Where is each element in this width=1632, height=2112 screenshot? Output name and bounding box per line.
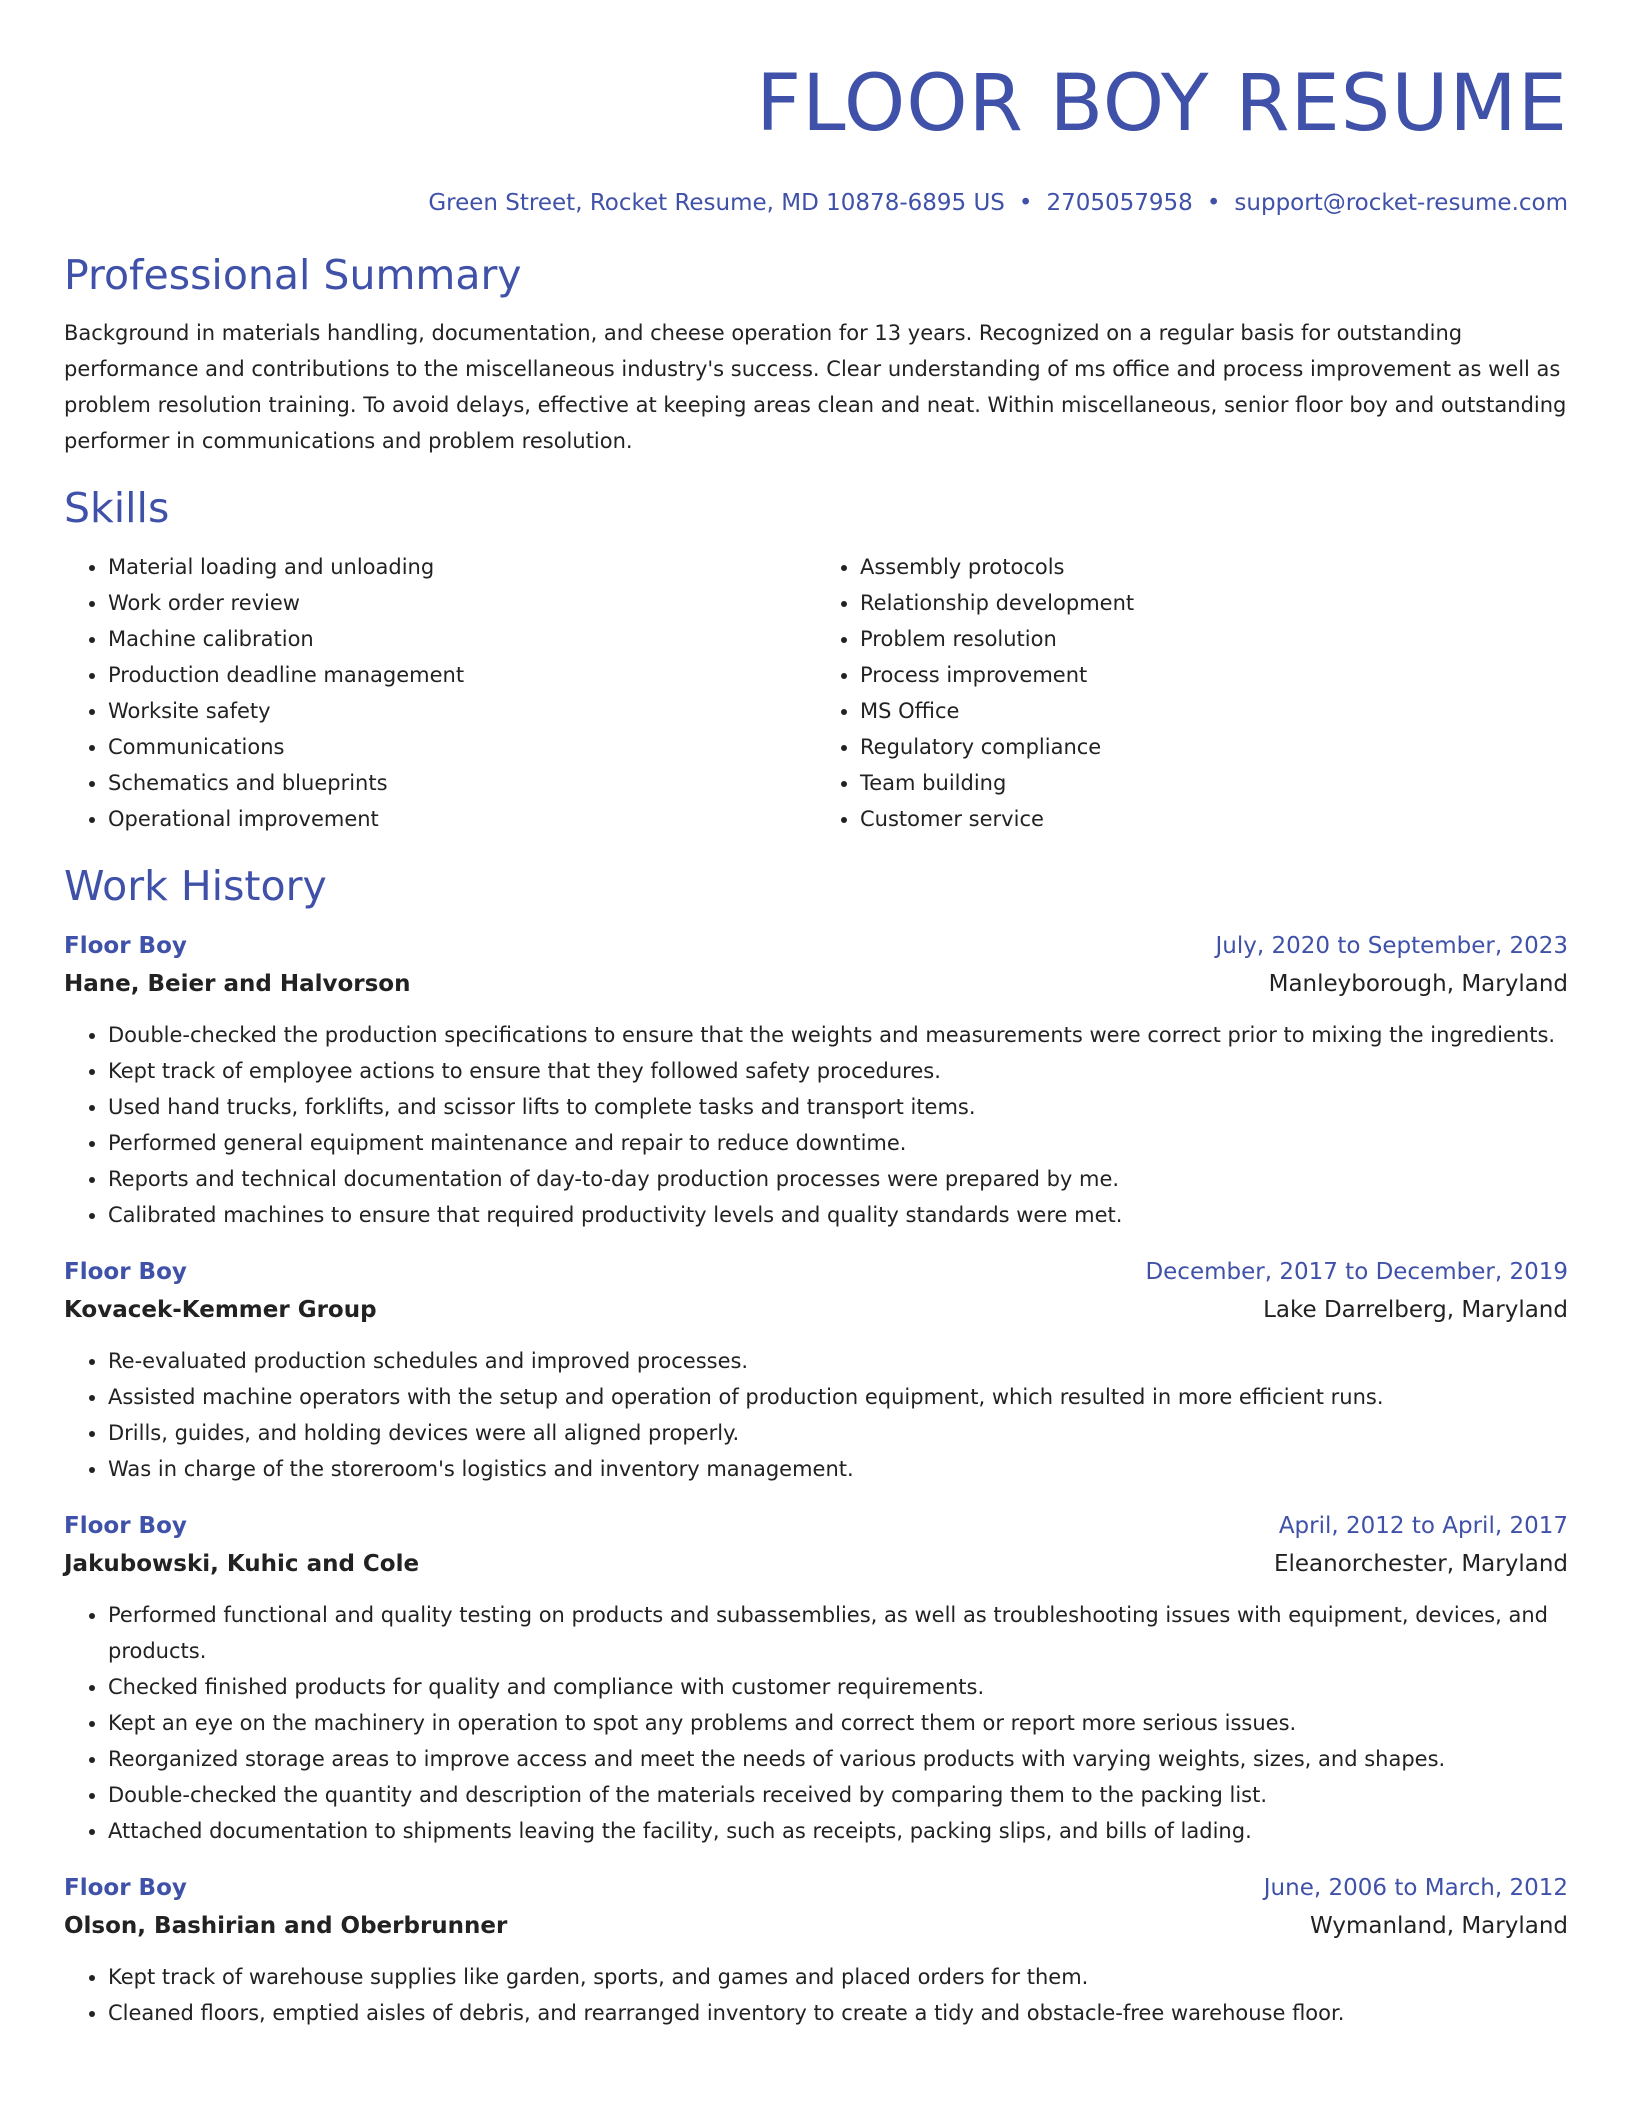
job-header-row	[64, 1507, 1568, 1545]
job-bullet: • Kept an eye on the machinery in operation to spot any problems and correct them or report more serious issues.	[108, 1705, 1568, 1741]
contact-separator: •	[1206, 190, 1221, 216]
job-company: Kovacek-Kemmer Group	[64, 1297, 377, 1323]
job-entry	[64, 1507, 1568, 1849]
job-bullet: • Double-checked the quantity and description of the materials received by comparing them to the packing list.	[108, 1777, 1568, 1813]
skill-item: • Schematics and blueprints	[108, 765, 816, 801]
job-bullet: • Calibrated machines to ensure that required productivity levels and quality standards were met.	[108, 1197, 1568, 1233]
job-header-row	[64, 927, 1568, 965]
job-company: Hane, Beier and Halvorson	[64, 971, 411, 997]
skill-item: • Relationship development	[860, 585, 1568, 621]
skill-item: • Machine calibration	[108, 621, 816, 657]
job-company: Olson, Bashirian and Oberbrunner	[64, 1913, 508, 1939]
skill-item: • Work order review	[108, 585, 816, 621]
job-bullet: • Kept track of employee actions to ensure that they followed safety procedures.	[108, 1053, 1568, 1089]
job-location: Wymanland, Maryland	[1310, 1913, 1568, 1939]
contact-email: support@rocket-resume.com	[1234, 190, 1568, 216]
skills-list-left	[64, 549, 816, 837]
job-dates: July, 2020 to September, 2023	[1215, 933, 1568, 959]
job-entry	[64, 1253, 1568, 1487]
job-company-row	[64, 1907, 1568, 1945]
skill-item: • Worksite safety	[108, 693, 816, 729]
summary-heading: Professional Summary	[64, 251, 522, 299]
job-dates: June, 2006 to March, 2012	[1263, 1875, 1568, 1901]
job-location: Eleanorchester, Maryland	[1273, 1551, 1568, 1577]
job-bullet: • Checked finished products for quality and compliance with customer requirements.	[108, 1669, 1568, 1705]
job-bullet: • Performed general equipment maintenance and repair to reduce downtime.	[108, 1125, 1568, 1161]
job-dates: April, 2012 to April, 2017	[1278, 1513, 1568, 1539]
job-bullet: • Was in charge of the storeroom's logistics and inventory management.	[108, 1451, 1568, 1487]
job-bullets	[64, 1017, 1568, 1233]
job-bullet: • Assisted machine operators with the setup and operation of production equipment, which resulted in more efficient runs.	[108, 1379, 1568, 1415]
skill-item: • Process improvement	[860, 657, 1568, 693]
job-title: Floor Boy	[64, 1875, 187, 1901]
summary-text: Background in materials handling, documentation, and cheese operation for 13 years. Recognized on a regular basis for outstanding performance and contributions to the miscellaneous industry's success. Clear understanding of ms office and process improvement as well as problem resolution training. To avoid delays, effective at keeping areas clean and neat. Within miscellaneous, senior floor boy and outstanding performer in communications and problem resolution.	[64, 321, 1567, 453]
skill-item: • Production deadline management	[108, 657, 816, 693]
job-bullet: • Used hand trucks, forklifts, and scissor lifts to complete tasks and transport items.	[108, 1089, 1568, 1125]
job-entry	[64, 1869, 1568, 2031]
skill-item: • Assembly protocols	[860, 549, 1568, 585]
job-bullets	[64, 1343, 1568, 1487]
job-bullet: • Reorganized storage areas to improve access and meet the needs of various products with varying weights, sizes, and shapes.	[108, 1741, 1568, 1777]
skill-item: • MS Office	[860, 693, 1568, 729]
job-header-row	[64, 1869, 1568, 1907]
job-title: Floor Boy	[64, 1513, 187, 1539]
skill-item: • Material loading and unloading	[108, 549, 816, 585]
job-location: Lake Darrelberg, Maryland	[1263, 1297, 1568, 1323]
resume-name: FLOOR BOY RESUME	[756, 59, 1568, 149]
job-title: Floor Boy	[64, 933, 187, 959]
contact-line	[64, 188, 1568, 218]
job-entry	[64, 927, 1568, 1233]
work-history-heading: Work History	[64, 862, 327, 910]
job-bullet: • Kept track of warehouse supplies like garden, sports, and games and placed orders for them.	[108, 1959, 1568, 1995]
skills-columns	[64, 549, 1568, 837]
skill-item: • Customer service	[860, 801, 1568, 837]
job-bullet: • Performed functional and quality testing on products and subassemblies, as well as troubleshooting issues with equipment, devices, and products.	[108, 1597, 1568, 1669]
job-company-row	[64, 965, 1568, 1003]
job-dates: December, 2017 to December, 2019	[1145, 1259, 1568, 1285]
skill-item: • Regulatory compliance	[860, 729, 1568, 765]
job-header-row	[64, 1253, 1568, 1291]
job-bullet: • Cleaned floors, emptied aisles of debris, and rearranged inventory to create a tidy and obstacle-free warehouse floor.	[108, 1995, 1568, 2031]
job-bullet: • Attached documentation to shipments leaving the facility, such as receipts, packing slips, and bills of lading.	[108, 1813, 1568, 1849]
skills-list-right	[816, 549, 1568, 837]
skill-item: • Team building	[860, 765, 1568, 801]
job-location: Manleyborough, Maryland	[1268, 971, 1568, 997]
skills-heading: Skills	[64, 484, 170, 532]
resume-page	[64, 0, 1568, 2031]
job-bullet: • Reports and technical documentation of day-to-day production processes were prepared by me.	[108, 1161, 1568, 1197]
job-bullets	[64, 1597, 1568, 1849]
skill-item: • Problem resolution	[860, 621, 1568, 657]
job-bullet: • Drills, guides, and holding devices were all aligned properly.	[108, 1415, 1568, 1451]
skill-item: • Operational improvement	[108, 801, 816, 837]
contact-phone: 2705057958	[1046, 190, 1193, 216]
job-bullet: • Re-evaluated production schedules and improved processes.	[108, 1343, 1568, 1379]
job-bullets	[64, 1959, 1568, 2031]
skill-item: • Communications	[108, 729, 816, 765]
job-company-row	[64, 1545, 1568, 1583]
contact-address: Green Street, Rocket Resume, MD 10878-6895 US	[428, 190, 1005, 216]
job-company: Jakubowski, Kuhic and Cole	[64, 1551, 420, 1577]
job-company-row	[64, 1291, 1568, 1329]
job-bullet: • Double-checked the production specifications to ensure that the weights and measurements were correct prior to mixing the ingredients.	[108, 1017, 1568, 1053]
job-title: Floor Boy	[64, 1259, 187, 1285]
contact-separator: •	[1018, 190, 1033, 216]
